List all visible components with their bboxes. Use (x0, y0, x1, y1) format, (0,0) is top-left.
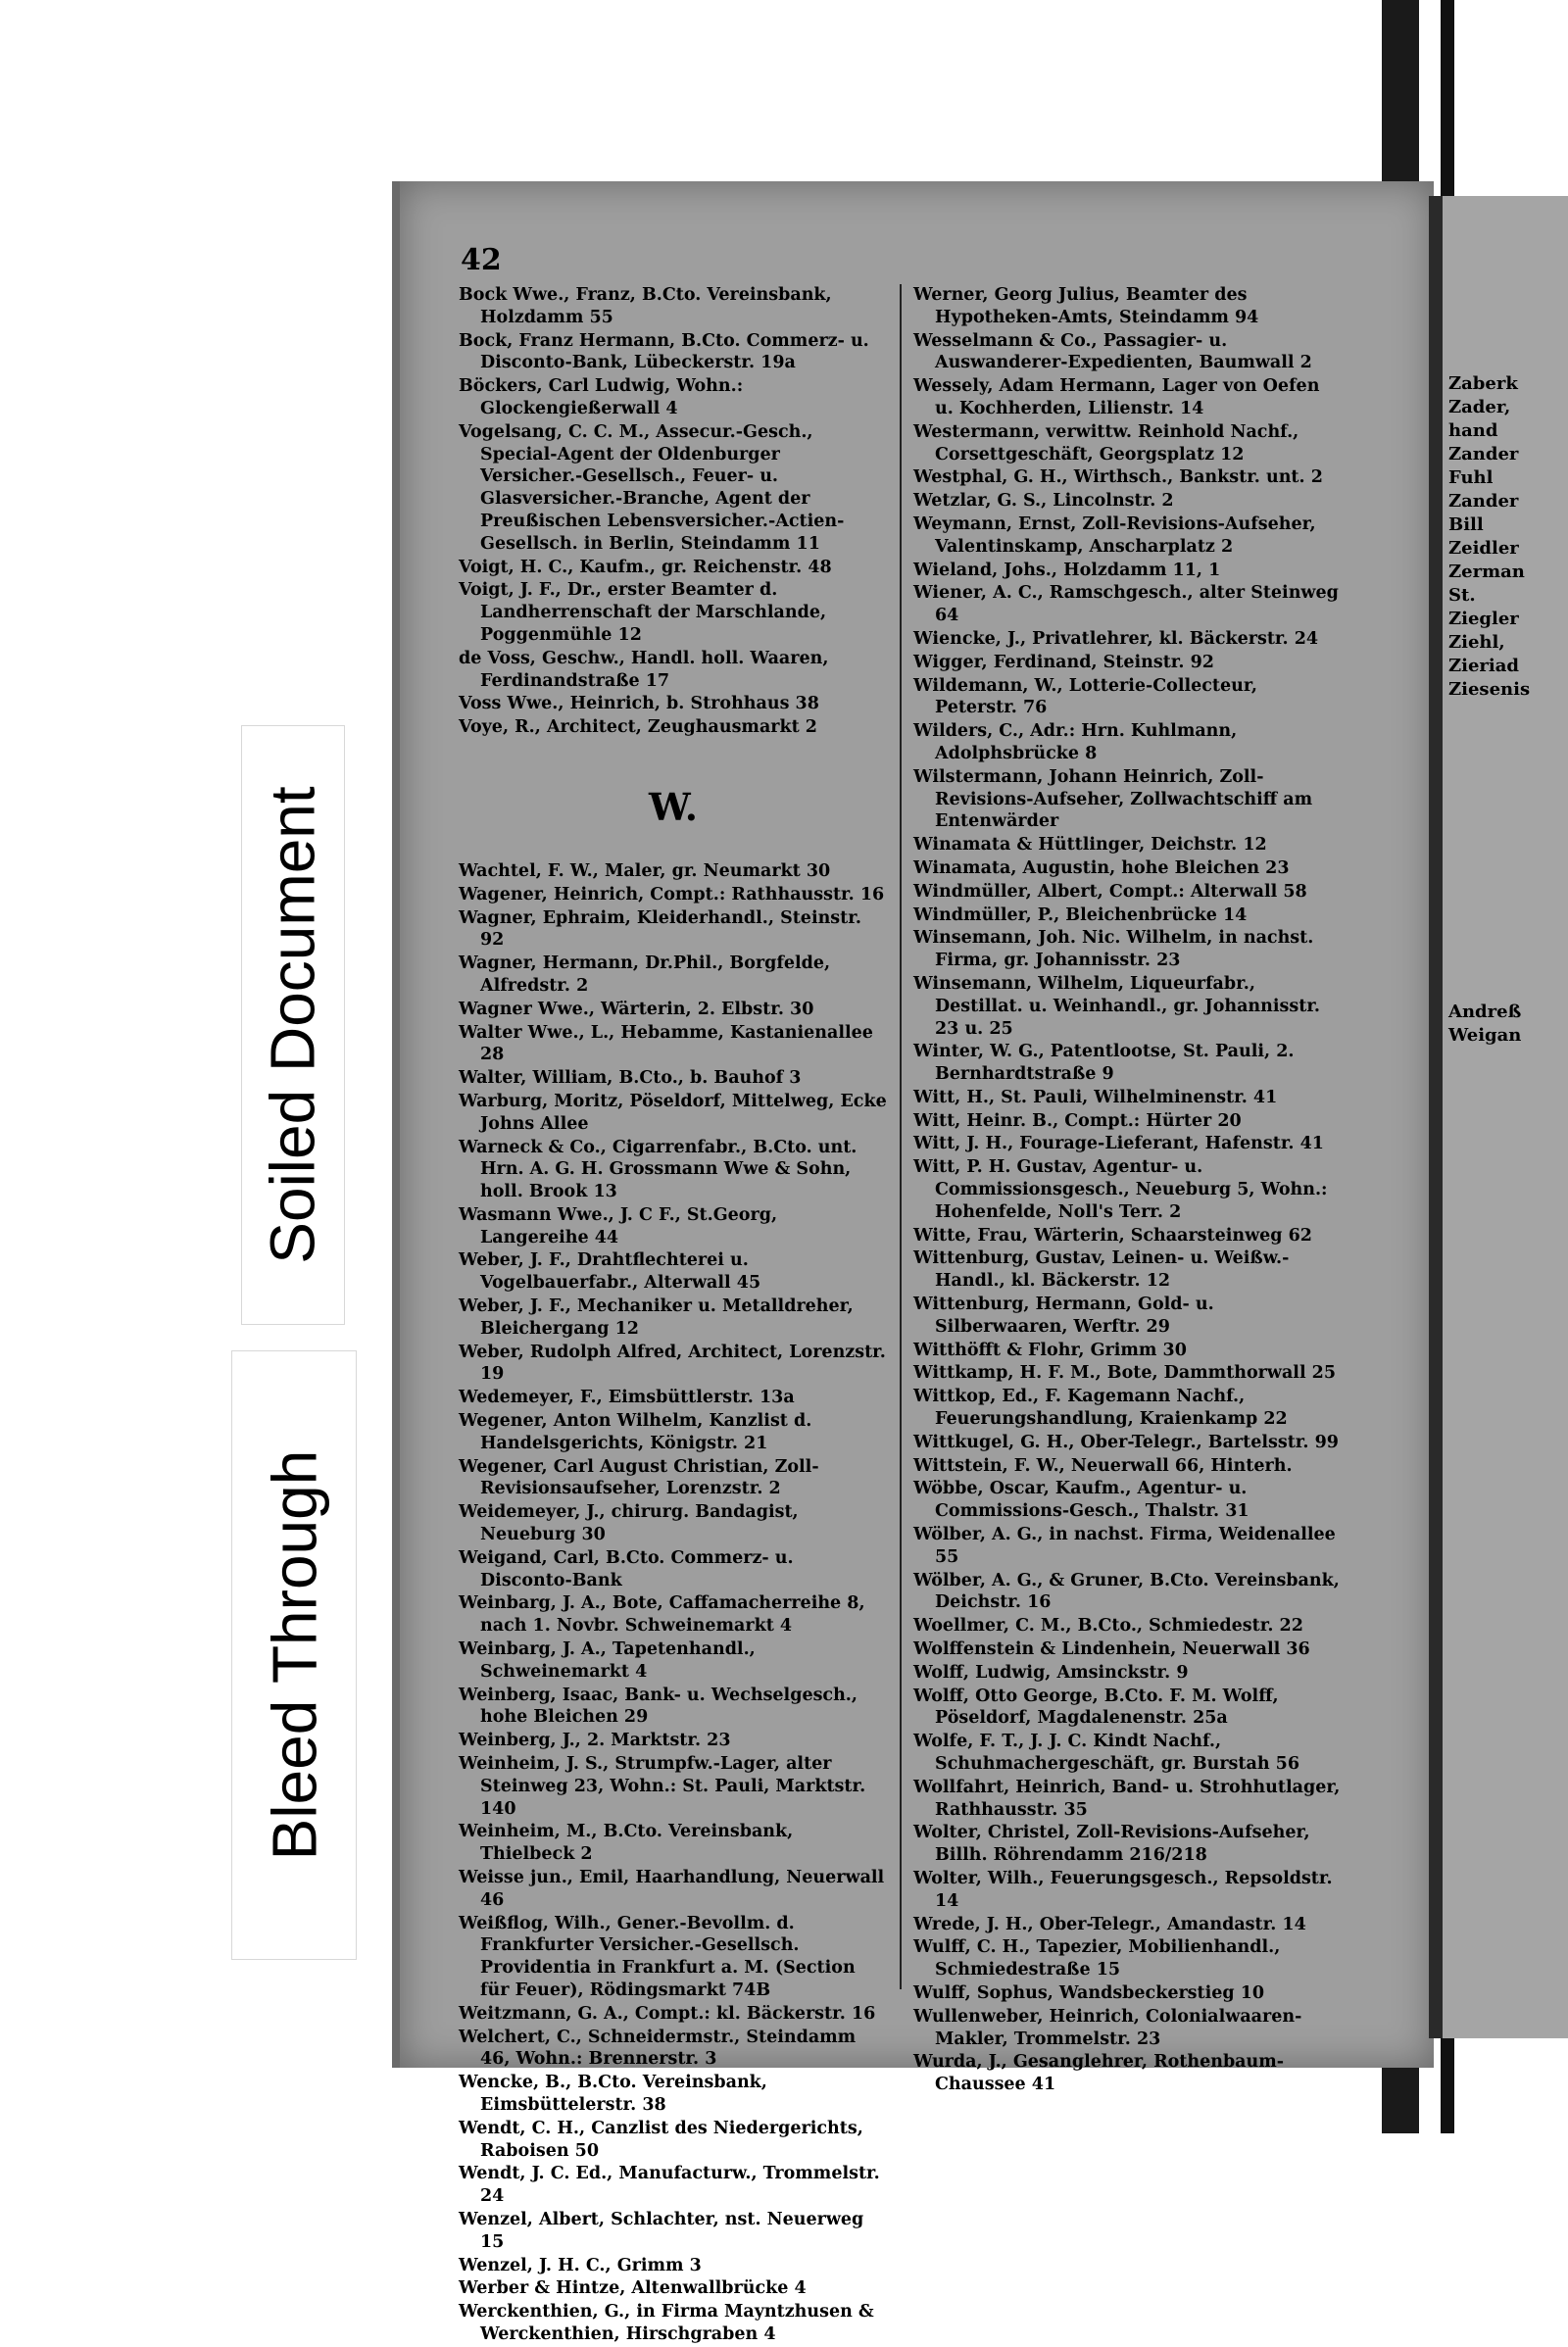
directory-entry: Wöbbe, Oscar, Kaufm., Agentur- u. Commissions-Gesch., Thalstr. 31 (913, 1479, 1250, 1522)
next-page-entry: Zieriad (1448, 656, 1519, 676)
next-page-entry: hand (1448, 420, 1498, 441)
directory-entry: Wendt, C. H., Canzlist des Niedergerichts, Raboisen 50 (459, 2118, 863, 2161)
directory-entry: Weber, Rudolph Alfred, Architect, Lorenzstr. 19 (459, 1342, 886, 1385)
directory-entry: Wasmann Wwe., J. C F., St.Georg, Langereihe 44 (459, 1204, 778, 1247)
directory-entry: Wittenburg, Hermann, Gold- u. Silberwaaren, Werftr. 29 (913, 1295, 1214, 1337)
directory-entry: Werber & Hintze, Altenwallbrücke 4 (459, 2278, 807, 2299)
directory-entry: Bock Wwe., Franz, B.Cto. Vereinsbank, Holzdamm 55 (459, 285, 832, 327)
directory-entry: Winamata & Hüttlinger, Deichstr. 12 (913, 835, 1267, 856)
directory-entry: Wolter, Wilh., Feuerungsgesch., Repsoldstr. 14 (913, 1868, 1333, 1911)
next-page-entry: Ziehl, (1448, 632, 1505, 653)
directory-entry: Wollfahrt, Heinrich, Band- u. Strohhutlager, Rathhausstr. 35 (913, 1777, 1341, 1820)
next-page-entry: Zander (1448, 444, 1519, 465)
directory-entry: Vogelsang, C. C. M., Assecur.-Gesch., Special-Agent der Oldenburger Versicher.-Gesellsch., Feuer- u. Glasversicher.-Branche, Agent der Preußischen Lebensversicher.-Actien-Gesellsch. in Berlin, Steindamm 11 (459, 421, 845, 554)
soiled-document-label: Soiled Document (258, 786, 328, 1264)
directory-entry: Wesselmann & Co., Passagier- u. Auswanderer-Expedienten, Baumwall 2 (913, 330, 1312, 373)
directory-entry: Wagner, Ephraim, Kleiderhandl., Steinstr. 92 (459, 907, 861, 951)
directory-entry: Weißflog, Wilh., Gener.-Bevollm. d. Frankfurter Versicher.-Gesellsch. Providentia in Frankfurt a. M. (Section für Feuer), Rödingsmarkt 74B (459, 1913, 856, 2000)
directory-entry: Winter, W. G., Patentlootse, St. Pauli, 2. Bernhardtstraße 9 (913, 1042, 1295, 1085)
scanner-edge-top-thin (1441, 0, 1454, 196)
directory-entry: Wulff, C. H., Tapezier, Mobilienhandl., Schmiedestraße 15 (913, 1937, 1281, 1980)
directory-entry: Wolff, Otto George, B.Cto. F. M. Wolff, Pöseldorf, Magdalenenstr. 25a (913, 1686, 1279, 1729)
scanner-edge-top (1382, 0, 1419, 186)
next-page-entry: Fuhl (1448, 467, 1494, 488)
directory-entry: Wessely, Adam Hermann, Lager von Oefen u. Kochherden, Lilienstr. 14 (913, 376, 1320, 418)
directory-entry: Wagener, Heinrich, Compt.: Rathhausstr. 16 (459, 884, 885, 905)
directory-entry: Wiener, A. C., Ramschgesch., alter Steinweg 64 (913, 583, 1339, 626)
next-page-entry: Zeidler (1448, 538, 1519, 559)
next-page-entry: Zaberk (1448, 373, 1518, 394)
next-page-entry: Ziegler (1448, 609, 1519, 629)
directory-entry: Weigand, Carl, B.Cto. Commerz- u. Disconto-Bank (459, 1547, 794, 1590)
directory-entry: Bock, Franz Hermann, B.Cto. Commerz- u. Disconto-Bank, Lübeckerstr. 19a (459, 330, 869, 373)
directory-entry: Wendt, J. C. Ed., Manufacturw., Trommelstr. 24 (459, 2164, 880, 2207)
next-page-entry: Zander (1448, 491, 1519, 512)
directory-entry: Winamata, Augustin, hohe Bleichen 23 (913, 857, 1290, 878)
directory-entry: Winsemann, Wilhelm, Liqueurfabr., Destillat. u. Weinhandl., gr. Johannisstr. 23 u. 25 (913, 973, 1321, 1039)
directory-entry: Welchert, C., Schneidermstr., Steindamm 46, Wohn.: Brennerstr. 3 (459, 2027, 857, 2070)
directory-entry: de Voss, Geschw., Handl. holl. Waaren, Ferdinandstraße 17 (459, 648, 829, 691)
next-page-entry: Zerman (1448, 562, 1525, 582)
bleed-through-label: Bleed Through (259, 1449, 329, 1861)
directory-entry: Wolffenstein & Lindenhein, Neuerwall 36 (913, 1639, 1310, 1660)
directory-entry: Warburg, Moritz, Pöseldorf, Mittelweg, Ecke Johns Allee (459, 1091, 887, 1134)
next-page-entry: Ziesenis (1448, 679, 1531, 700)
directory-entry: Weymann, Ernst, Zoll-Revisions-Aufseher, Valentinskamp, Anscharplatz 2 (913, 513, 1316, 557)
directory-entry: Wolfe, F. T., J. J. C. Kindt Nachf., Schuhmachergeschäft, gr. Burstah 56 (913, 1732, 1300, 1774)
directory-entry: Wagner, Hermann, Dr.Phil., Borgfelde, Alfredstr. 2 (459, 953, 831, 996)
next-page-fragment (1443, 196, 1568, 2038)
directory-entry: Wegener, Anton Wilhelm, Kanzlist d. Handelsgerichts, Königstr. 21 (459, 1411, 812, 1453)
directory-entry: Windmüller, Albert, Compt.: Alterwall 58 (913, 881, 1307, 902)
directory-entry: Wittenburg, Gustav, Leinen- u. Weißw.-Handl., kl. Bäckerstr. 12 (913, 1248, 1290, 1292)
directory-entry: Wencke, B., B.Cto. Vereinsbank, Eimsbüttelerstr. 38 (459, 2073, 767, 2115)
directory-entry: Wieland, Johs., Holzdamm 11, 1 (913, 560, 1221, 580)
directory-entry: Warneck & Co., Cigarrenfabr., B.Cto. unt. Hrn. A. G. H. Grossmann Wwe & Sohn, holl. Brook 13 (459, 1137, 858, 1202)
column-divider (900, 284, 902, 1989)
left-column (459, 284, 888, 2347)
directory-entry: Witt, Heinr. B., Compt.: Hürter 20 (913, 1110, 1242, 1131)
directory-entry: Wagner Wwe., Wärterin, 2. Elbstr. 30 (459, 999, 814, 1019)
directory-entry: Wiencke, J., Privatlehrer, kl. Bäckerstr. 24 (913, 628, 1319, 649)
directory-entry: Wilders, C., Adr.: Hrn. Kuhlmann, Adolphsbrücke 8 (913, 721, 1238, 763)
directory-entry: Wilstermann, Johann Heinrich, Zoll-Revisions-Aufseher, Zollwachtschiff am Entenwärder (913, 766, 1313, 832)
page-gutter (1429, 196, 1443, 2038)
directory-entry: Winsemann, Joh. Nic. Wilhelm, in nachst. Firma, gr. Johannisstr. 23 (913, 928, 1314, 971)
directory-entry: Witt, H., St. Pauli, Wilhelminenstr. 41 (913, 1087, 1278, 1107)
directory-entry: Witthöfft & Flohr, Grimm 30 (913, 1340, 1187, 1360)
directory-entry: Voss Wwe., Heinrich, b. Strohhaus 38 (459, 694, 819, 714)
directory-entry: Weber, J. F., Mechaniker u. Metalldreher, Bleichergang 12 (459, 1296, 854, 1339)
bleed-through-tab (231, 1350, 357, 1960)
directory-entry: Wölber, A. G., in nachst. Firma, Weidenallee 55 (913, 1525, 1336, 1567)
directory-entry: Wurda, J., Gesanglehrer, Rothenbaum-Chaussee 41 (913, 2052, 1285, 2095)
right-column (913, 284, 1343, 2097)
directory-entry: Wedemeyer, F., Eimsbüttlerstr. 13a (459, 1388, 795, 1408)
directory-entry: Weitzmann, G. A., Compt.: kl. Bäckerstr. 16 (459, 2003, 876, 2024)
directory-entry: Wigger, Ferdinand, Steinstr. 92 (913, 652, 1214, 672)
directory-entry: Windmüller, P., Bleichenbrücke 14 (913, 905, 1248, 925)
page-number: 42 (461, 243, 502, 277)
directory-entry: Weidemeyer, J., chirurg. Bandagist, Neueburg 30 (459, 1502, 799, 1545)
directory-entry: Witte, Frau, Wärterin, Schaarsteinweg 62 (913, 1225, 1312, 1246)
directory-entry: Witt, J. H., Fourage-Lieferant, Hafenstr. 41 (913, 1134, 1324, 1154)
directory-entry: Voye, R., Architect, Zeughausmarkt 2 (459, 717, 817, 738)
next-page-entry: Andreß (1448, 1002, 1522, 1022)
directory-entry: Böckers, Carl Ludwig, Wohn.: Glockengießerwall 4 (459, 376, 744, 418)
directory-entry: Witt, P. H. Gustav, Agentur- u. Commissionsgesch., Neueburg 5, Wohn.: Hohenfelde, Noll's Terr. 2 (913, 1157, 1328, 1222)
directory-entry: Westermann, verwittw. Reinhold Nachf., Corsettgeschäft, Georgsplatz 12 (913, 421, 1299, 465)
next-page-entry: Zader, (1448, 397, 1511, 417)
directory-entry: Wenzel, Albert, Schlachter, nst. Neuerweg 15 (459, 2209, 864, 2252)
directory-entry: Wölber, A. G., & Gruner, B.Cto. Vereinsbank, Deichstr. 16 (913, 1570, 1340, 1613)
directory-entry: Wegener, Carl August Christian, Zoll-Revisionsaufseher, Lorenzstr. 2 (459, 1456, 819, 1499)
directory-entry: Werner, Georg Julius, Beamter des Hypotheken-Amts, Steindamm 94 (913, 285, 1259, 327)
directory-entry: Weber, J. F., Drahtflechterei u. Vogelbauerfabr., Alterwall 45 (459, 1250, 761, 1294)
next-page-entry: Weigan (1448, 1025, 1522, 1046)
directory-entry: Weinberg, Isaac, Bank- u. Wechselgesch., hohe Bleichen 29 (459, 1685, 858, 1728)
directory-entry: Wittkugel, G. H., Ober-Telegr., Bartelsstr. 99 (913, 1432, 1339, 1452)
directory-entry: Woellmer, C. M., B.Cto., Schmiedestr. 22 (913, 1616, 1303, 1637)
directory-entry: Weisse jun., Emil, Haarhandlung, Neuerwall 46 (459, 1868, 885, 1910)
directory-entry: Weinbarg, J. A., Tapetenhandl., Schweinemarkt 4 (459, 1639, 756, 1682)
directory-entry: Walter Wwe., L., Hebamme, Kastanienallee 28 (459, 1022, 873, 1065)
section-letter: W. (649, 784, 698, 829)
directory-entry: Wetzlar, G. S., Lincolnstr. 2 (913, 491, 1174, 512)
next-page-entry: St. (1448, 585, 1476, 606)
directory-entry: Wildemann, W., Lotterie-Collecteur, Peterstr. 76 (913, 675, 1257, 718)
directory-entry: Wittstein, F. W., Neuerwall 66, Hinterh. (913, 1455, 1293, 1476)
directory-entry: Weinberg, J., 2. Marktstr. 23 (459, 1731, 731, 1751)
directory-entry: Wullenweber, Heinrich, Colonialwaaren-Makler, Trommelstr. 23 (913, 2006, 1302, 2049)
directory-entry: Voigt, J. F., Dr., erster Beamter d. Landherrenschaft der Marschlande, Poggenmühle 12 (459, 580, 827, 645)
directory-entry: Wenzel, J. H. C., Grimm 3 (459, 2255, 702, 2275)
directory-entry: Weinheim, M., B.Cto. Vereinsbank, Thielbeck 2 (459, 1822, 794, 1865)
directory-entry: Wachtel, F. W., Maler, gr. Neumarkt 30 (459, 860, 831, 881)
directory-entry: Wulff, Sophus, Wandsbeckerstieg 10 (913, 1982, 1265, 2003)
directory-entry: Werckenthien, G., in Firma Mayntzhusen & Werckenthien, Hirschgraben 4 (459, 2302, 874, 2344)
directory-entry: Westphal, G. H., Wirthsch., Bankstr. unt. 2 (913, 467, 1323, 488)
directory-entry: Weinbarg, J. A., Bote, Caffamacherreihe 8, nach 1. Novbr. Schweinemarkt 4 (459, 1593, 865, 1637)
directory-entry: Wittkop, Ed., F. Kagemann Nachf., Feuerungshandlung, Kraienkamp 22 (913, 1387, 1288, 1430)
next-page-entry: Bill (1448, 514, 1484, 535)
directory-entry: Wolter, Christel, Zoll-Revisions-Aufseher, Billh. Röhrendamm 216/218 (913, 1823, 1310, 1866)
directory-entry: Wrede, J. H., Ober-Telegr., Amandastr. 14 (913, 1914, 1306, 1934)
soiled-document-tab (241, 725, 345, 1325)
directory-entry: Voigt, H. C., Kaufm., gr. Reichenstr. 48 (459, 557, 832, 577)
directory-entry: Wittkamp, H. F. M., Bote, Dammthorwall 25 (913, 1363, 1337, 1384)
directory-entry: Wolff, Ludwig, Amsinckstr. 9 (913, 1662, 1189, 1683)
directory-entry: Walter, William, B.Cto., b. Bauhof 3 (459, 1068, 802, 1089)
directory-entry: Weinheim, J. S., Strumpfw.-Lager, alter Steinweg 23, Wohn.: St. Pauli, Marktstr. 140 (459, 1754, 866, 1819)
